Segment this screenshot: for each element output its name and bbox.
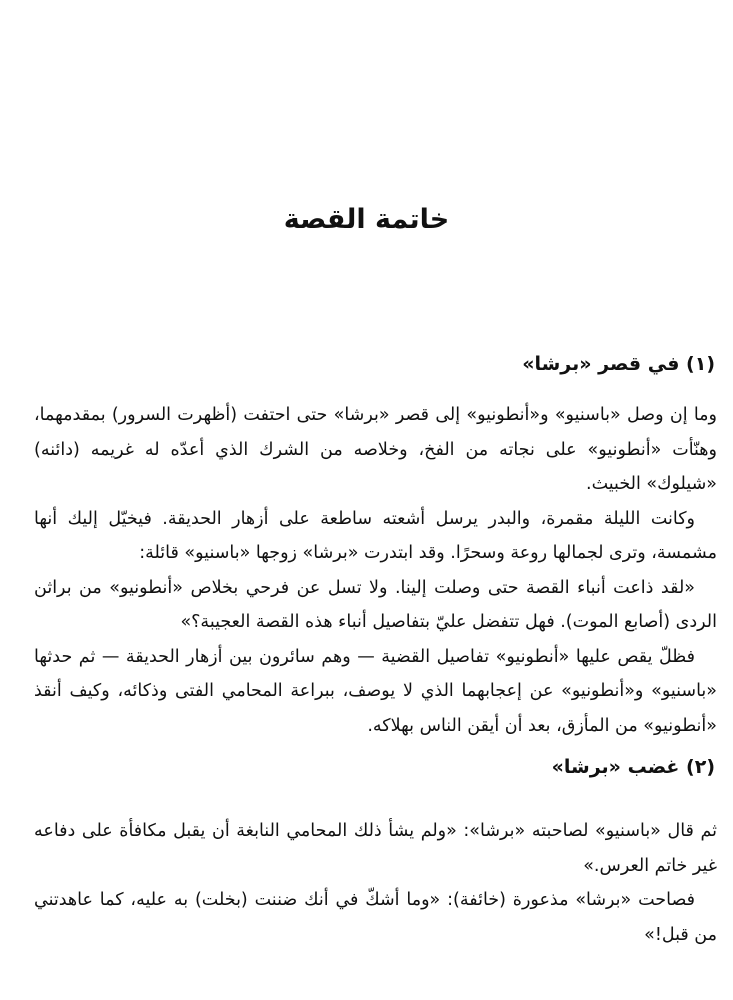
section-body-2 [34,814,717,952]
section-heading-1: (١) في قصر «برشا» [522,353,715,375]
paragraph: وكانت الليلة مقمرة، والبدر يرسل أشعته ساطعة على أزهار الحديقة. فيخيّل إليك أنها مشمسة، وترى لجمالها روعة وسحرًا. وقد ابتدرت «برشا» زوجها «باسنيو» قائلة: [34,508,717,563]
paragraph: «لقد ذاعت أنباء القصة حتى وصلت إلينا. ولا تسل عن فرحي بخلاص «أنطونيو» من براثن الردى (أصابع الموت). فهل تتفضل عليّ بتفاصيل أنباء هذه القصة العجيبة؟» [34,577,717,632]
paragraph: ثم قال «باسنيو» لصاحبته «برشا»: «ولم يشأ ذلك المحامي النابغة أن يقبل مكافأة على دفاعه غير خاتم العرس.» [34,821,717,876]
section-body-1 [34,398,717,743]
chapter-title: خاتمة القصة [283,204,450,235]
paragraph: فصاحت «برشا» مذعورة (خائفة): «وما أشكّ في أنك ضننت (بخلت) به عليه، كما عاهدتني من قبل!» [34,890,717,945]
paragraph: فظلّ يقص عليها «أنطونيو» تفاصيل القضية — وهم سائرون بين أزهار الحديقة — ثم حدثها «باسنيو» و«أنطونيو» عن إعجابهما الذي لا يوصف، ببراعة المحامي الفتى وذكائه، وكيف أنقذ «أنطونيو» من المأزق، بعد أن أيقن الناس بهلاكه. [34,646,717,736]
paragraph: وما إن وصل «باسنيو» و«أنطونيو» إلى قصر «برشا» حتى احتفت (أظهرت السرور) بمقدمهما، وهنّأت «أنطونيو» على نجاته من الفخ، وخلاصه من الشرك الذي أعدّه له غريمه (دائنه) «شيلوك» الخبيث. [34,405,717,494]
section-heading-2: (٢) غضب «برشا» [551,756,715,778]
